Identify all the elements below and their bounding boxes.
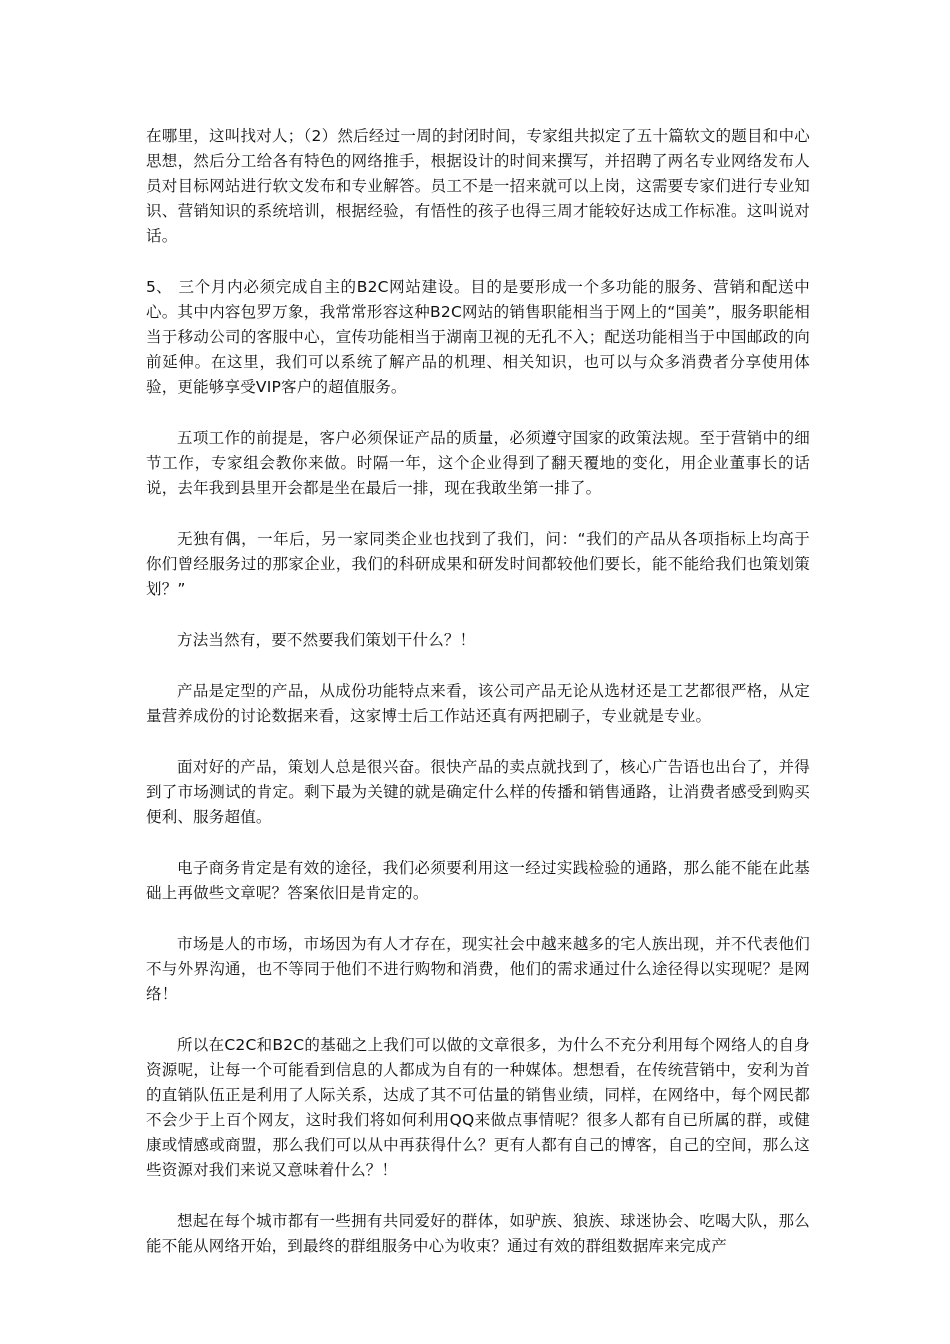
- paragraph-market: [146, 932, 810, 1007]
- paragraph-continuation: [146, 124, 810, 249]
- paragraph-text: 想起在每个城市都有一些拥有共同爱好的群体，如驴族、狼族、球迷协会、吃喝大队，那么能不能从网络开始，到最终的群组服务中心为收束？通过有效的群组数据库来完成产: [146, 1212, 810, 1255]
- paragraph-text: 在哪里，这叫找对人；（2）然后经过一周的封闭时间，专家组共拟定了五十篇软文的题目和中心思想，然后分工给各有特色的网络推手，根据设计的时间来撰写，并招聘了两名专业网络发布人员对目标网站进行软文发布和专业解答。员工不是一招来就可以上岗，这需要专家们进行专业知识、营销知识的系统培训，根据经验，有悟性的孩子也得三周才能较好达成工作标准。这叫说对话。: [146, 127, 810, 245]
- paragraph-text: 市场是人的市场，市场因为有人才存在，现实社会中越来越多的宅人族出现，并不代表他们不与外界沟通，也不等同于他们不进行购物和消费，他们的需求通过什么途径得以实现呢？是网络！: [146, 935, 810, 1003]
- paragraph-prerequisites: [146, 426, 810, 501]
- paragraph-text: 五项工作的前提是，客户必须保证产品的质量，必须遵守国家的政策法规。至于营销中的细节工作，专家组会教你来做。时隔一年，这个企业得到了翻天覆地的变化，用企业董事长的话说，去年我到县里开会都是坐在最后一排，现在我敢坐第一排了。: [146, 429, 810, 497]
- document-page: [146, 124, 810, 1285]
- paragraph-groups: [146, 1209, 810, 1259]
- paragraph-text: 面对好的产品，策划人总是很兴奋。很快产品的卖点就找到了，核心广告语也出台了，并得到了市场测试的肯定。剩下最为关键的就是确定什么样的传播和销售通路，让消费者感受到购买便利、服务超值。: [146, 758, 810, 826]
- paragraph-another-client: [146, 527, 810, 602]
- paragraph-item-5: [146, 275, 810, 400]
- paragraph-text: 所以在C2C和B2C的基础之上我们可以做的文章很多，为什么不充分利用每个网络人的自身资源呢，让每一个可能看到信息的人都成为自有的一种媒体。想想看，在传统营销中，安利为首的直销队伍正是利用了人际关系，达成了其不可估量的销售业绩，同样，在网络中，每个网民都不会少于上百个网友，这时我们将如何利用QQ来做点事情呢？很多人都有自已所属的群，或健康或情感或商盟，那么我们可以从中再获得什么？更有人都有自己的博客，自己的空间，那么这些资源对我们来说又意味着什么？！: [146, 1036, 810, 1179]
- paragraph-ecommerce: [146, 856, 810, 906]
- item-number: 5、: [146, 278, 172, 296]
- paragraph-text: 无独有偶，一年后，另一家同类企业也找到了我们，问：“我们的产品从各项指标上均高于你们曾经服务过的那家企业，我们的科研成果和研发时间都较他们要长，能不能给我们也策划策划？”: [146, 530, 810, 598]
- paragraph-product: [146, 679, 810, 729]
- paragraph-selling-point: [146, 755, 810, 830]
- paragraph-text: 三个月内必须完成自主的B2C网站建设。目的是要形成一个多功能的服务、营销和配送中心。其中内容包罗万象，我常常形容这种B2C网站的销售职能相当于网上的“国美”，服务职能相当于移动公司的客服中心，宣传功能相当于湖南卫视的无孔不入；配送功能相当于中国邮政的向前延伸。在这里，我们可以系统了解产品的机理、相关知识，也可以与众多消费者分享使用体验，更能够享受VIP客户的超值服务。: [146, 278, 810, 396]
- paragraph-text: 方法当然有，要不然要我们策划干什么？！: [177, 631, 476, 649]
- paragraph-text: 产品是定型的产品，从成份功能特点来看，该公司产品无论从选材还是工艺都很严格，从定量营养成份的讨论数据来看，这家博士后工作站还真有两把刷子，专业就是专业。: [146, 682, 810, 725]
- paragraph-method: [146, 628, 810, 653]
- paragraph-c2c-b2c: [146, 1033, 810, 1183]
- paragraph-text: 电子商务肯定是有效的途径，我们必须要利用这一经过实践检验的通路，那么能不能在此基础上再做些文章呢？答案依旧是肯定的。: [146, 859, 810, 902]
